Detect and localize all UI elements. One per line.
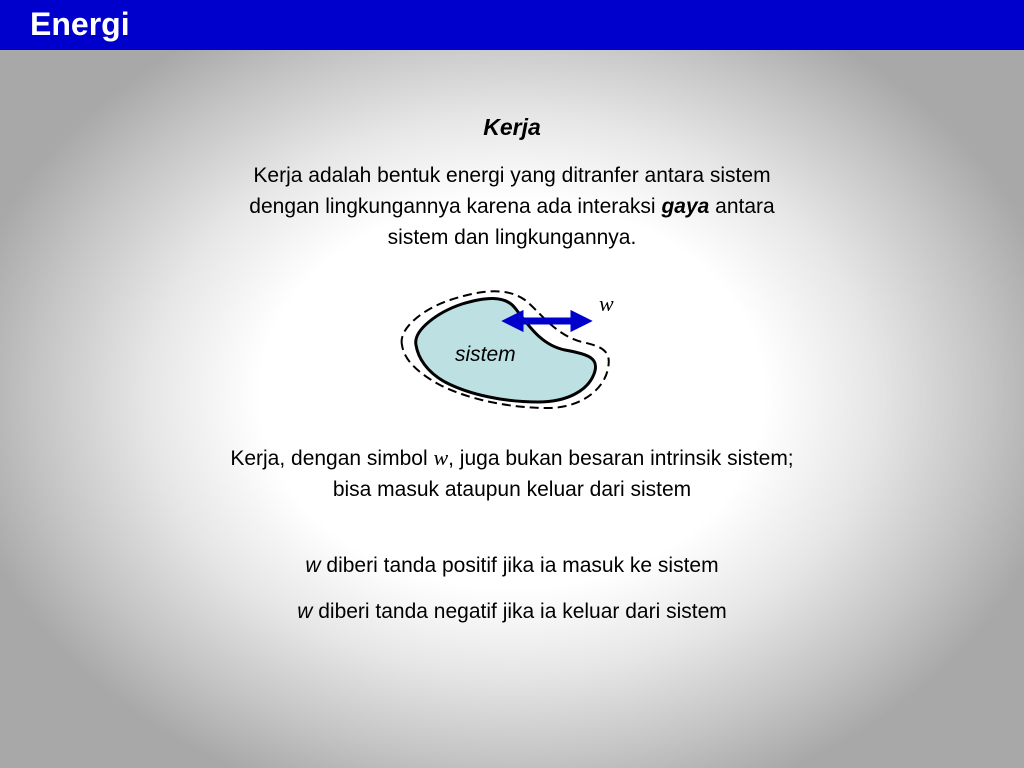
symbol-line-2: bisa masuk ataupun keluar dari sistem bbox=[332, 478, 692, 501]
negative-rule-symbol: w bbox=[297, 600, 313, 623]
symbol-paragraph bbox=[150, 442, 874, 505]
definition-line-2-start: dengan lingkungannya karena ada interaksi bbox=[249, 195, 662, 218]
section-heading: Kerja bbox=[483, 114, 541, 140]
definition-line-2-end: antara bbox=[709, 195, 775, 218]
symbol-line-1-end: , juga bukan besaran intrinsik sistem; bbox=[448, 447, 794, 470]
definition-emphasis-gaya: gaya bbox=[661, 195, 710, 218]
work-symbol: w bbox=[433, 445, 449, 470]
work-symbol-label: w bbox=[599, 291, 614, 316]
positive-rule-symbol: w bbox=[305, 554, 321, 577]
system-label: sistem bbox=[455, 343, 516, 366]
title-bar bbox=[0, 0, 1024, 50]
system-boundary-diagram bbox=[390, 282, 630, 412]
slide-title: Energi bbox=[30, 6, 130, 42]
positive-sign-rule bbox=[150, 550, 874, 581]
definition-line-1: Kerja adalah bentuk energi yang ditranfer antara sistem bbox=[253, 164, 771, 187]
symbol-line-1-start: Kerja, dengan simbol bbox=[230, 447, 434, 470]
definition-paragraph bbox=[150, 160, 874, 253]
definition-line-3: sistem dan lingkungannya. bbox=[387, 226, 637, 249]
positive-rule-text: diberi tanda positif jika ia masuk ke sistem bbox=[320, 554, 719, 577]
negative-sign-rule bbox=[150, 596, 874, 627]
negative-rule-text: diberi tanda negatif jika ia keluar dari sistem bbox=[312, 600, 727, 623]
